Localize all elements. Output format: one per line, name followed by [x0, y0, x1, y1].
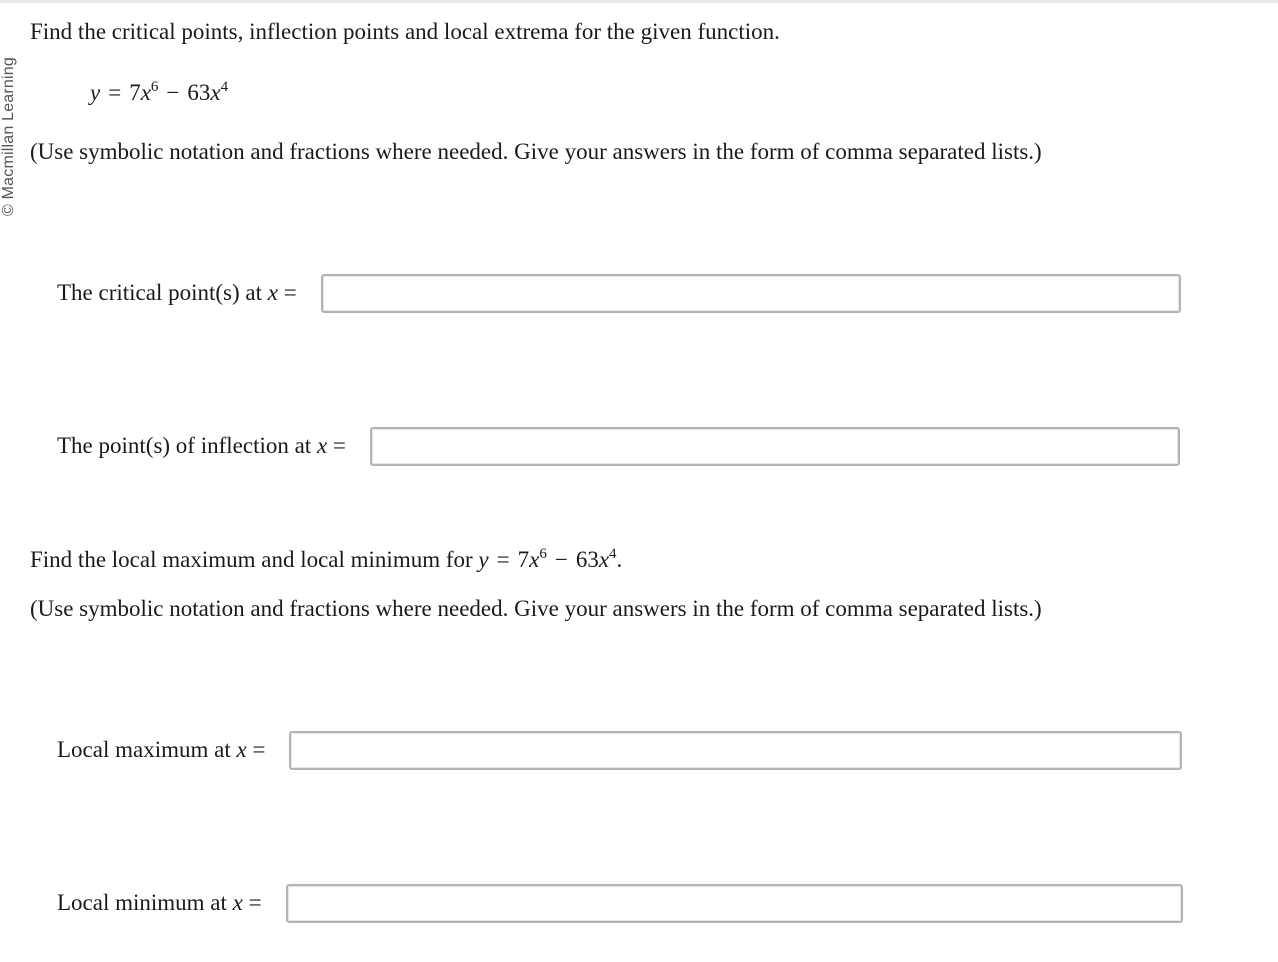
top-border: [0, 0, 1278, 3]
local-maximum-input[interactable]: [289, 731, 1182, 770]
question2-prompt: [30, 546, 622, 574]
question2-prompt-text: Find the local maximum and local minimum for: [30, 547, 473, 572]
critical-points-input[interactable]: [321, 274, 1181, 313]
equation-exp2: 4: [220, 79, 229, 95]
inflection-label-var: x: [316, 433, 328, 458]
equation-var1: x: [140, 80, 151, 105]
equation-coef1: 7: [517, 547, 530, 572]
equation-exp2: 4: [609, 546, 617, 562]
equation-period: .: [616, 547, 623, 572]
local-maximum-row: [57, 730, 1182, 770]
inflection-points-row: [57, 426, 1180, 466]
critical-points-label: [57, 280, 297, 306]
min-label-var: x: [232, 890, 243, 915]
equation-equals: =: [108, 80, 122, 105]
equation-exp1: 6: [150, 79, 159, 95]
min-label-eq: =: [248, 890, 262, 915]
inflection-points-input[interactable]: [370, 427, 1180, 466]
equation-equals: =: [496, 547, 510, 572]
critical-points-row: [57, 273, 1181, 313]
critical-label-text: The critical point(s) at: [57, 280, 263, 305]
max-label-text: Local maximum at: [57, 737, 231, 762]
local-minimum-label: [57, 890, 262, 916]
inflection-points-label: [57, 433, 346, 459]
inflection-label-eq: =: [332, 433, 346, 458]
equation-lhs: y: [90, 80, 101, 105]
critical-label-var: x: [267, 280, 278, 305]
critical-label-eq: =: [283, 280, 297, 305]
equation-exp1: 6: [539, 546, 547, 562]
equation-var1: x: [529, 547, 540, 572]
equation-lhs: y: [478, 547, 489, 572]
equation-coef2: 63: [575, 547, 599, 572]
equation-coef2: 63: [187, 80, 211, 105]
question1-instructions: (Use symbolic notation and fractions where needed. Give your answers in the form of comma separated lists.): [30, 139, 1042, 164]
min-label-text: Local minimum at: [57, 890, 227, 915]
max-label-eq: =: [252, 737, 266, 762]
max-label-var: x: [236, 737, 247, 762]
local-maximum-label: [57, 737, 265, 763]
question2-instructions: (Use symbolic notation and fractions where needed. Give your answers in the form of comma separated lists.): [30, 596, 1042, 621]
question1-equation: [90, 79, 228, 107]
copyright-watermark: © Macmillan Learning: [0, 57, 17, 216]
question1-prompt: Find the critical points, inflection points and local extrema for the given function.: [30, 19, 780, 44]
inflection-label-text: The point(s) of inflection at: [57, 433, 312, 458]
equation-var2: x: [210, 80, 221, 105]
local-minimum-row: [57, 883, 1183, 923]
question2-equation: [478, 547, 622, 572]
equation-minus: −: [554, 547, 568, 572]
equation-var2: x: [598, 547, 610, 572]
equation-coef1: 7: [129, 80, 141, 105]
equation-minus: −: [166, 80, 180, 105]
local-minimum-input[interactable]: [286, 884, 1183, 923]
